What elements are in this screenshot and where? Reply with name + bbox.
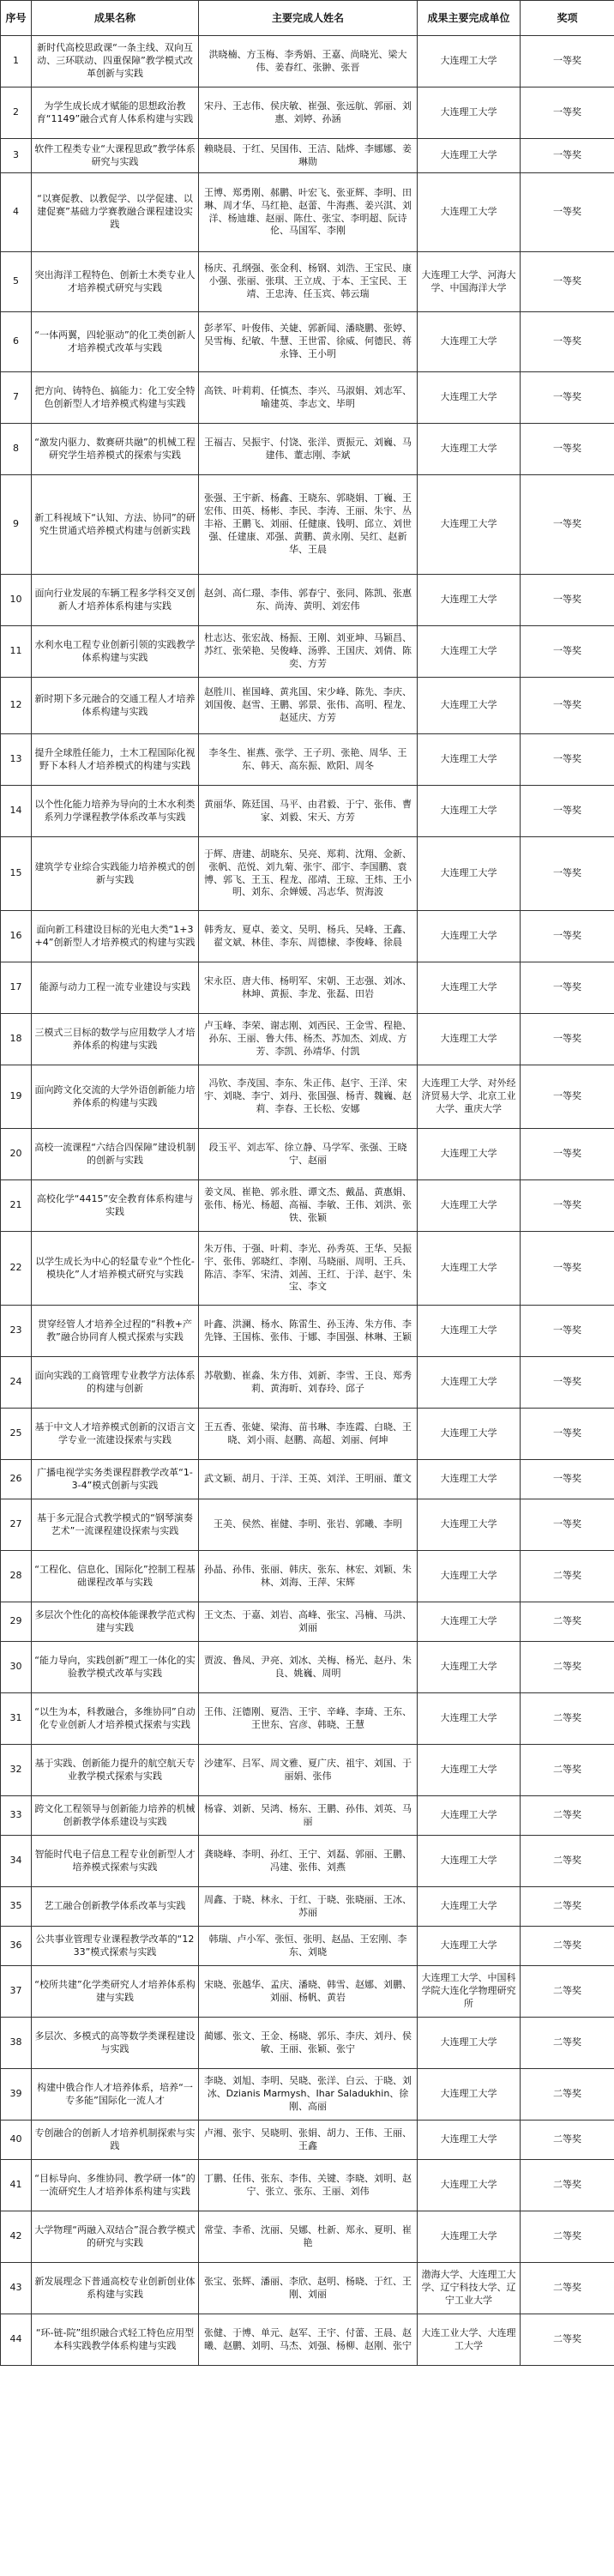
cell-achievement-name: 提升全球胜任能力，土木工程国际化视野下本科人才培养模式的构建与实践 bbox=[32, 734, 199, 786]
cell-contributors: 宋永臣、唐大伟、杨明军、宋朝、王志强、刘冰、林坤、黄振、李龙、张磊、田岩 bbox=[199, 962, 418, 1014]
cell-award: 二等奖 bbox=[521, 1642, 614, 1693]
cell-contributors: 王文杰、于嘉、刘岩、高峰、张宝、冯楠、马洪、刘丽 bbox=[199, 1602, 418, 1642]
cell-contributors: 苏敬勤、崔淼、朱方伟、刘新、李雪、王良、郑秀莉、黄海昕、刘春玲、邱子 bbox=[199, 1357, 418, 1409]
cell-award: 一等奖 bbox=[521, 962, 614, 1014]
cell-unit: 大连理工大学 bbox=[418, 1129, 521, 1180]
table-row bbox=[1, 1927, 614, 1966]
cell-index: 12 bbox=[1, 678, 32, 734]
cell-award: 二等奖 bbox=[521, 2211, 614, 2263]
cell-achievement-name: 智能时代电子信息工程专业创新型人才培养模式探索与实践 bbox=[32, 1836, 199, 1887]
cell-achievement-name: 为学生成长成才赋能的思想政治教育“1149”融合式育人体系构建与实践 bbox=[32, 87, 199, 139]
cell-unit: 大连理工大学 bbox=[418, 962, 521, 1014]
table-row bbox=[1, 786, 614, 837]
cell-contributors: 丁鹏、任伟、张东、李伟、关键、李晓、刘明、赵宁、张立、张东、王丽、刘伟 bbox=[199, 2160, 418, 2211]
cell-achievement-name: “以赛促教、以教促学、以学促建、以建促赛”基础力学赛教融合课程建设实践 bbox=[32, 173, 199, 252]
cell-award: 二等奖 bbox=[521, 1966, 614, 2018]
cell-achievement-name: “校所共建”化学类研究人才培养体系构建与实践 bbox=[32, 1966, 199, 2018]
header-achievement-name: 成果名称 bbox=[32, 1, 199, 36]
cell-index: 20 bbox=[1, 1129, 32, 1180]
table-row bbox=[1, 1642, 614, 1693]
cell-contributors: 孙晶、孙伟、张丽、韩庆、张东、林宏、刘颖、朱林、刘海、王萍、宋辉 bbox=[199, 1551, 418, 1602]
cell-contributors: 张健、于博、单元、赵军、王宇、付蕾、王晨、赵曦、赵鹏、刘明、马杰、刘强、杨柳、赵刚、张宁 bbox=[199, 2314, 418, 2366]
cell-unit: 大连理工大学 bbox=[418, 1306, 521, 1357]
cell-achievement-name: 水利水电工程专业创新引领的实践教学体系构建与实践 bbox=[32, 626, 199, 678]
cell-unit: 大连理工大学、对外经济贸易大学、北京工业大学、重庆大学 bbox=[418, 1065, 521, 1129]
cell-award: 一等奖 bbox=[521, 911, 614, 962]
table-row bbox=[1, 1409, 614, 1460]
cell-award: 二等奖 bbox=[521, 2263, 614, 2314]
table-row bbox=[1, 36, 614, 87]
cell-index: 24 bbox=[1, 1357, 32, 1409]
cell-award: 一等奖 bbox=[521, 1129, 614, 1180]
cell-award: 一等奖 bbox=[521, 1409, 614, 1460]
cell-unit: 渤海大学、大连理工大学、辽宁科技大学、辽宁工业大学 bbox=[418, 2263, 521, 2314]
table-row bbox=[1, 1693, 614, 1745]
cell-award: 一等奖 bbox=[521, 475, 614, 575]
cell-achievement-name: “能力导向，实践创新”理工一体化的实验教学模式改革与实践 bbox=[32, 1642, 199, 1693]
cell-index: 38 bbox=[1, 2018, 32, 2069]
cell-index: 22 bbox=[1, 1232, 32, 1306]
cell-contributors: 宋丹、王志伟、侯庆敏、崔强、张远航、郭丽、刘惠、刘婷、孙涵 bbox=[199, 87, 418, 139]
cell-unit: 大连理工大学 bbox=[418, 2018, 521, 2069]
cell-index: 23 bbox=[1, 1306, 32, 1357]
cell-index: 9 bbox=[1, 475, 32, 575]
cell-unit: 大连理工大学 bbox=[418, 2160, 521, 2211]
cell-unit: 大连理工大学 bbox=[418, 1180, 521, 1232]
table-row bbox=[1, 837, 614, 911]
cell-achievement-name: “激发内驱力、数赛研共融”的机械工程研究学生培养模式的探索与实践 bbox=[32, 424, 199, 475]
cell-achievement-name: 能源与动力工程一流专业建设与实践 bbox=[32, 962, 199, 1014]
cell-achievement-name: “一体两翼，四轮驱动”的化工类创新人才培养模式改革与实践 bbox=[32, 312, 199, 372]
table-row bbox=[1, 678, 614, 734]
cell-index: 34 bbox=[1, 1836, 32, 1887]
cell-index: 8 bbox=[1, 424, 32, 475]
cell-unit: 大连理工大学 bbox=[418, 575, 521, 626]
cell-contributors: 冯钦、李茂国、李东、朱正伟、赵宇、王洋、宋宇、刘晓、李宁、刘丹、张国强、杨青、魏巍、赵莉、李春、王长松、安娜 bbox=[199, 1065, 418, 1129]
cell-achievement-name: 以学生成长为中心的轻量专业“个性化-模块化”人才培养模式研究与实践 bbox=[32, 1232, 199, 1306]
cell-contributors: 韩秀友、夏卓、姜文、吴明、杨兵、吴峰、王鑫、翟文斌、林佳、李东、周德棣、李俊峰、徐晨 bbox=[199, 911, 418, 962]
cell-index: 5 bbox=[1, 252, 32, 312]
cell-award: 二等奖 bbox=[521, 1927, 614, 1966]
cell-index: 6 bbox=[1, 312, 32, 372]
cell-unit: 大连理工大学 bbox=[418, 1551, 521, 1602]
cell-index: 32 bbox=[1, 1745, 32, 1796]
cell-contributors: 常莹、李希、沈丽、吴娜、杜新、郑永、夏明、崔艳 bbox=[199, 2211, 418, 2263]
cell-index: 4 bbox=[1, 173, 32, 252]
cell-unit: 大连理工大学 bbox=[418, 2211, 521, 2263]
cell-index: 15 bbox=[1, 837, 32, 911]
cell-contributors: 张宝、张辉、潘丽、李欣、赵明、杨晓、于红、王刚、刘丽 bbox=[199, 2263, 418, 2314]
cell-index: 14 bbox=[1, 786, 32, 837]
cell-achievement-name: “目标导向、多维协同、教学研一体”的一流研究生人才培养体系构建与实践 bbox=[32, 2160, 199, 2211]
table-row bbox=[1, 1232, 614, 1306]
cell-unit: 大连理工大学 bbox=[418, 1014, 521, 1065]
cell-award: 二等奖 bbox=[521, 2121, 614, 2160]
cell-achievement-name: 艺工融合创新教学体系改革与实践 bbox=[32, 1887, 199, 1927]
cell-unit: 大连理工大学 bbox=[418, 1460, 521, 1499]
cell-contributors: 王博、郑勇刚、郝鹏、叶宏飞、张亚辉、李明、田琳、周才华、马红艳、赵蕾、牛海燕、姜兴淇、刘洋、杨迪雄、赵丽、陈仕、张宝、李明超、阮诗伦、马国军、李刚 bbox=[199, 173, 418, 252]
cell-award: 二等奖 bbox=[521, 1602, 614, 1642]
cell-contributors: 卢湘、张宇、吴晓明、张娟、胡力、王伟、王丽、王鑫 bbox=[199, 2121, 418, 2160]
cell-unit: 大连理工大学 bbox=[418, 87, 521, 139]
cell-award: 一等奖 bbox=[521, 87, 614, 139]
cell-contributors: 李冬生、崔燕、张学、王子玥、张艳、周华、王东、韩天、高东振、欧阳、周冬 bbox=[199, 734, 418, 786]
cell-achievement-name: “以生为本，科教融合，多维协同”自动化专业创新人才培养模式探索与实践 bbox=[32, 1693, 199, 1745]
cell-index: 11 bbox=[1, 626, 32, 678]
cell-award: 二等奖 bbox=[521, 2160, 614, 2211]
table-row bbox=[1, 1887, 614, 1927]
cell-contributors: 杜志达、张宏战、杨振、王刚、刘亚坤、马颖昌、苏红、张荣艳、吴俊峰、汤骅、王国庆、刘倩、陈奕、方芳 bbox=[199, 626, 418, 678]
cell-index: 28 bbox=[1, 1551, 32, 1602]
cell-unit: 大连理工大学 bbox=[418, 1836, 521, 1887]
cell-index: 44 bbox=[1, 2314, 32, 2366]
cell-unit: 大连理工大学 bbox=[418, 2121, 521, 2160]
cell-achievement-name: 把方向、铸特色、搞能力：化工安全特色创新型人才培养模式构建与实践 bbox=[32, 372, 199, 424]
cell-contributors: 王美、侯然、崔健、李明、张岩、郭曦、李明 bbox=[199, 1499, 418, 1551]
cell-contributors: 朱万伟、于强、叶莉、李光、孙秀英、王华、吴振宇、张伟、郭晓红、李刚、马晓丽、周明、王兵、陈洁、李军、宋清、刘茜、王红、于洋、赵宇、朱宝、李文 bbox=[199, 1232, 418, 1306]
cell-unit: 大连理工大学 bbox=[418, 837, 521, 911]
table-row bbox=[1, 2314, 614, 2366]
cell-unit: 大连理工大学 bbox=[418, 1232, 521, 1306]
table-row bbox=[1, 139, 614, 173]
table-row bbox=[1, 1306, 614, 1357]
cell-achievement-name: 面向实践的工商管理专业教学方法体系的构建与创新 bbox=[32, 1357, 199, 1409]
cell-achievement-name: 高校化学“4415”安全教育体系构建与实践 bbox=[32, 1180, 199, 1232]
cell-achievement-name: 多层次、多模式的高等数学类课程建设与实践 bbox=[32, 2018, 199, 2069]
cell-achievement-name: 三模式三目标的数学与应用数学人才培养体系的构建与实践 bbox=[32, 1014, 199, 1065]
cell-unit: 大连理工大学 bbox=[418, 1927, 521, 1966]
table-row bbox=[1, 252, 614, 312]
table-row bbox=[1, 372, 614, 424]
cell-achievement-name: 突出海洋工程特色、创新土木类专业人才培养模式研究与实践 bbox=[32, 252, 199, 312]
cell-contributors: 段玉平、刘志军、徐立静、马学军、张强、王晓宁、赵丽 bbox=[199, 1129, 418, 1180]
cell-achievement-name: 跨文化工程领导与创新能力培养的机械创新教学体系建设与实践 bbox=[32, 1796, 199, 1836]
table-row bbox=[1, 173, 614, 252]
cell-contributors: 王福吉、吴振宇、付饶、张洋、贾振元、刘巍、马建伟、董志刚、李斌 bbox=[199, 424, 418, 475]
cell-unit: 大连理工大学、河海大学、中国海洋大学 bbox=[418, 252, 521, 312]
cell-achievement-name: 基于实践、创新能力提升的航空航天专业教学模式探索与实践 bbox=[32, 1745, 199, 1796]
table-row bbox=[1, 475, 614, 575]
table-row bbox=[1, 1836, 614, 1887]
cell-award: 一等奖 bbox=[521, 1499, 614, 1551]
cell-index: 2 bbox=[1, 87, 32, 139]
table-row bbox=[1, 626, 614, 678]
table-row bbox=[1, 87, 614, 139]
cell-index: 43 bbox=[1, 2263, 32, 2314]
table-row bbox=[1, 1129, 614, 1180]
cell-index: 19 bbox=[1, 1065, 32, 1129]
table-row bbox=[1, 1796, 614, 1836]
cell-contributors: 宋晓、张越华、孟庆、潘晓、韩雪、赵娜、刘鹏、刘丽、杨帆、黄岩 bbox=[199, 1966, 418, 2018]
cell-index: 30 bbox=[1, 1642, 32, 1693]
cell-contributors: 武文颖、胡月、于洋、王英、刘洋、王明丽、董文 bbox=[199, 1460, 418, 1499]
cell-unit: 大连理工大学 bbox=[418, 1602, 521, 1642]
table-row bbox=[1, 2211, 614, 2263]
cell-contributors: 赵剑、高仁璟、李伟、郭春宁、张同、陈凯、张惠东、尚涛、黄明、刘宏伟 bbox=[199, 575, 418, 626]
cell-award: 一等奖 bbox=[521, 139, 614, 173]
cell-award: 二等奖 bbox=[521, 1745, 614, 1796]
cell-achievement-name: “工程化、信息化、国际化”控制工程基础课程改革与实践 bbox=[32, 1551, 199, 1602]
cell-achievement-name: 软件工程类专业“大课程思政”教学体系研究与实践 bbox=[32, 139, 199, 173]
cell-contributors: 赖晓晨、于红、吴国伟、王洁、陆烨、李娜娜、姜琳勋 bbox=[199, 139, 418, 173]
cell-unit: 大连工业大学、大连理工大学 bbox=[418, 2314, 521, 2366]
cell-award: 一等奖 bbox=[521, 252, 614, 312]
header-award: 奖项 bbox=[521, 1, 614, 36]
cell-achievement-name: 广播电视学实务类课程群教学改革“1-3-4”模式创新与实践 bbox=[32, 1460, 199, 1499]
table-row bbox=[1, 1065, 614, 1129]
cell-achievement-name: 构建中俄合作人才培养体系，培养“一专多能”国际化一流人才 bbox=[32, 2069, 199, 2121]
cell-index: 3 bbox=[1, 139, 32, 173]
cell-index: 41 bbox=[1, 2160, 32, 2211]
cell-award: 一等奖 bbox=[521, 372, 614, 424]
cell-index: 13 bbox=[1, 734, 32, 786]
table-row bbox=[1, 2263, 614, 2314]
cell-achievement-name: 面向跨文化交流的大学外语创新能力培养体系的构建与实践 bbox=[32, 1065, 199, 1129]
cell-unit: 大连理工大学 bbox=[418, 475, 521, 575]
cell-contributors: 叶鑫、洪澜、杨水、陈雷生、孙玉涛、朱方伟、李先锋、王国栋、张伟、于娜、李国强、林琳、王颖 bbox=[199, 1306, 418, 1357]
cell-unit: 大连理工大学 bbox=[418, 312, 521, 372]
cell-achievement-name: 新工科视域下“认知、方法、协同”的研究生贯通式培养模式构建与创新实践 bbox=[32, 475, 199, 575]
cell-index: 18 bbox=[1, 1014, 32, 1065]
cell-award: 一等奖 bbox=[521, 36, 614, 87]
cell-index: 17 bbox=[1, 962, 32, 1014]
cell-achievement-name: 公共事业管理专业课程教学改革的“1233”模式探索与实践 bbox=[32, 1927, 199, 1966]
cell-unit: 大连理工大学 bbox=[418, 786, 521, 837]
table-row bbox=[1, 1499, 614, 1551]
cell-index: 27 bbox=[1, 1499, 32, 1551]
cell-unit: 大连理工大学 bbox=[418, 626, 521, 678]
cell-achievement-name: 面向行业发展的车辆工程多学科交叉创新人才培养体系构建与实践 bbox=[32, 575, 199, 626]
cell-index: 39 bbox=[1, 2069, 32, 2121]
cell-index: 7 bbox=[1, 372, 32, 424]
cell-contributors: 王伟、汪德刚、夏浩、王宇、辛峰、李琦、王东、王世东、宫彦、韩晓、王慧 bbox=[199, 1693, 418, 1745]
cell-contributors: 姜文凤、崔艳、郭永胜、谭文杰、戴晶、黄惠娟、张伟、杨光、杨超、高福、李敏、王伟、刘洪、张铁、张颖 bbox=[199, 1180, 418, 1232]
cell-unit: 大连理工大学 bbox=[418, 1357, 521, 1409]
cell-index: 42 bbox=[1, 2211, 32, 2263]
cell-achievement-name: “环-链-院”组织融合式轻工特色应用型本科实践教学体系构建与实践 bbox=[32, 2314, 199, 2366]
cell-award: 二等奖 bbox=[521, 1796, 614, 1836]
cell-unit: 大连理工大学 bbox=[418, 911, 521, 962]
cell-award: 一等奖 bbox=[521, 786, 614, 837]
table-row bbox=[1, 962, 614, 1014]
cell-achievement-name: 大学物理“两融入双结合”混合教学模式的研究与实践 bbox=[32, 2211, 199, 2263]
cell-index: 35 bbox=[1, 1887, 32, 1927]
cell-award: 一等奖 bbox=[521, 1306, 614, 1357]
cell-award: 二等奖 bbox=[521, 1551, 614, 1602]
cell-contributors: 卢玉峰、李荣、谢志刚、刘西民、王金雪、程艳、孙东、王丽、鲁大伟、杨杰、苏加杰、刘成、方芳、李凯、孙靖华、付凯 bbox=[199, 1014, 418, 1065]
cell-achievement-name: 专创融合的创新人才培养机制探索与实践 bbox=[32, 2121, 199, 2160]
cell-achievement-name: 建筑学专业综合实践能力培养模式的创新与实践 bbox=[32, 837, 199, 911]
cell-contributors: 杨睿、刘新、吴鸿、杨东、王鹏、孙伟、刘英、马丽 bbox=[199, 1796, 418, 1836]
cell-contributors: 沙建军、吕军、周文雅、夏广庆、祖宇、刘国、于丽娟、张伟 bbox=[199, 1745, 418, 1796]
cell-index: 10 bbox=[1, 575, 32, 626]
table-row bbox=[1, 1602, 614, 1642]
cell-unit: 大连理工大学 bbox=[418, 1409, 521, 1460]
cell-award: 一等奖 bbox=[521, 1232, 614, 1306]
cell-unit: 大连理工大学 bbox=[418, 173, 521, 252]
cell-index: 26 bbox=[1, 1460, 32, 1499]
table-row bbox=[1, 1745, 614, 1796]
table-row bbox=[1, 1180, 614, 1232]
cell-unit: 大连理工大学 bbox=[418, 1796, 521, 1836]
table-row bbox=[1, 1460, 614, 1499]
cell-index: 31 bbox=[1, 1693, 32, 1745]
cell-unit: 大连理工大学 bbox=[418, 424, 521, 475]
cell-award: 一等奖 bbox=[521, 173, 614, 252]
table-header-row bbox=[1, 1, 614, 36]
table-row bbox=[1, 424, 614, 475]
cell-contributors: 韩瑞、卢小军、张恒、张明、赵晶、王宏刚、李东、刘晓 bbox=[199, 1927, 418, 1966]
cell-achievement-name: 面向新工科建设目标的光电大类“1+3+4”创新型人才培养模式的构建与实践 bbox=[32, 911, 199, 962]
cell-index: 33 bbox=[1, 1796, 32, 1836]
cell-index: 16 bbox=[1, 911, 32, 962]
table-row bbox=[1, 1357, 614, 1409]
cell-award: 二等奖 bbox=[521, 2018, 614, 2069]
cell-unit: 大连理工大学 bbox=[418, 139, 521, 173]
cell-contributors: 周鑫、于晓、林永、于红、于晓、张晓丽、王冰、苏丽 bbox=[199, 1887, 418, 1927]
cell-achievement-name: 高校一流课程“六结合四保障”建设机制的创新与实践 bbox=[32, 1129, 199, 1180]
table-row bbox=[1, 2018, 614, 2069]
cell-award: 二等奖 bbox=[521, 2314, 614, 2366]
cell-achievement-name: 多层次个性化的高校体能课教学范式构建与实践 bbox=[32, 1602, 199, 1642]
cell-award: 一等奖 bbox=[521, 837, 614, 911]
cell-index: 29 bbox=[1, 1602, 32, 1642]
cell-unit: 大连理工大学 bbox=[418, 1642, 521, 1693]
cell-contributors: 洪晓楠、方玉梅、李秀娟、王嘉、尚晓光、梁大伟、姜春红、张翀、张晋 bbox=[199, 36, 418, 87]
cell-unit: 大连理工大学 bbox=[418, 678, 521, 734]
cell-unit: 大连理工大学、中国科学院大连化学物理研究所 bbox=[418, 1966, 521, 2018]
cell-contributors: 龚晓峰、李明、孙红、王宁、刘磊、郭丽、王鹏、冯建、张伟、刘燕 bbox=[199, 1836, 418, 1887]
cell-contributors: 于辉、唐建、胡晓东、吴亮、郑莉、沈翔、金新、张帆、范悦、刘九菊、张宇、邵宇、李国鹏、袁博、郭飞、王玉、程龙、邵靖、王琼、王炜、王小明、刘东、余婵媛、冯志华、贺海波 bbox=[199, 837, 418, 911]
cell-unit: 大连理工大学 bbox=[418, 1693, 521, 1745]
cell-award: 二等奖 bbox=[521, 1693, 614, 1745]
cell-award: 一等奖 bbox=[521, 312, 614, 372]
cell-index: 1 bbox=[1, 36, 32, 87]
cell-award: 一等奖 bbox=[521, 626, 614, 678]
cell-contributors: 张强、王宇新、杨鑫、王晓东、郭晓娟、丁巍、王宏伟、田英、杨彬、李民、李涛、王丽、朱宇、丛丰裕、王鹏飞、刘丽、任健康、钱明、邱立、刘世强、任建康、邓强、黄鹏、黄永刚、吴红、赵新华、王晨 bbox=[199, 475, 418, 575]
cell-award: 二等奖 bbox=[521, 2069, 614, 2121]
cell-achievement-name: 基于中文人才培养模式创新的汉语言文学专业一流建设探索与实践 bbox=[32, 1409, 199, 1460]
header-main-unit: 成果主要完成单位 bbox=[418, 1, 521, 36]
cell-achievement-name: 贯穿经管人才培养全过程的“科教+产教”融合协同育人模式探索与实践 bbox=[32, 1306, 199, 1357]
table-row bbox=[1, 734, 614, 786]
cell-award: 一等奖 bbox=[521, 1180, 614, 1232]
cell-index: 25 bbox=[1, 1409, 32, 1460]
cell-award: 二等奖 bbox=[521, 1836, 614, 1887]
table-row bbox=[1, 1014, 614, 1065]
cell-contributors: 蔺娜、张文、王金、杨晓、郭乐、李庆、刘丹、侯敏、王丽、张颖、张宁 bbox=[199, 2018, 418, 2069]
cell-contributors: 彭孝军、叶俊伟、关婕、郭新闻、潘晓鹏、张婷、吴雪梅、纪敏、牛慧、王世雷、徐威、何德民、蒋永锋、王小明 bbox=[199, 312, 418, 372]
cell-achievement-name: 新时期下多元融合的交通工程人才培养体系构建与实践 bbox=[32, 678, 199, 734]
table-row bbox=[1, 911, 614, 962]
cell-unit: 大连理工大学 bbox=[418, 36, 521, 87]
cell-unit: 大连理工大学 bbox=[418, 1745, 521, 1796]
cell-achievement-name: 新时代高校思政课“一条主线、双向互动、三环联动、四重保障”教学模式改革创新与实践 bbox=[32, 36, 199, 87]
cell-contributors: 杨庆、孔纲强、张金利、杨钢、刘浩、王宝民、康小强、张丽、张琪、王立成、于本、王宝民、王靖、王忠涛、任玉宾、韩云瑞 bbox=[199, 252, 418, 312]
cell-award: 一等奖 bbox=[521, 424, 614, 475]
cell-unit: 大连理工大学 bbox=[418, 372, 521, 424]
cell-achievement-name: 基于多元混合式教学模式的“钢琴演奏艺术”一流课程建设探索与实践 bbox=[32, 1499, 199, 1551]
table-row bbox=[1, 2069, 614, 2121]
cell-unit: 大连理工大学 bbox=[418, 1887, 521, 1927]
cell-index: 37 bbox=[1, 1966, 32, 2018]
cell-achievement-name: 新发展理念下普通高校专业创新创业体系构建与实践 bbox=[32, 2263, 199, 2314]
cell-contributors: 王五香、张婕、梁海、苗书琳、李连霞、白晓、王晓、刘小雨、赵鹏、高超、刘丽、何坤 bbox=[199, 1409, 418, 1460]
header-main-contributors: 主要完成人姓名 bbox=[199, 1, 418, 36]
cell-award: 二等奖 bbox=[521, 1887, 614, 1927]
table-body bbox=[1, 36, 614, 2366]
header-index: 序号 bbox=[1, 1, 32, 36]
cell-award: 一等奖 bbox=[521, 734, 614, 786]
cell-award: 一等奖 bbox=[521, 1065, 614, 1129]
cell-award: 一等奖 bbox=[521, 575, 614, 626]
table-row bbox=[1, 1551, 614, 1602]
cell-award: 一等奖 bbox=[521, 1357, 614, 1409]
cell-unit: 大连理工大学 bbox=[418, 734, 521, 786]
cell-contributors: 赵胜川、崔国峰、黄兆国、宋少峰、陈先、李庆、刘国俊、赵雪、王鹏、郭景、张伟、高明、程龙、赵延庆、方芳 bbox=[199, 678, 418, 734]
cell-index: 40 bbox=[1, 2121, 32, 2160]
cell-contributors: 高铁、叶莉莉、任慎杰、李兴、马淑娟、刘志军、喻建英、李志文、毕明 bbox=[199, 372, 418, 424]
cell-contributors: 贾波、鲁凤、尹亮、刘冰、关梅、杨光、赵丹、朱良、姚巍、周明 bbox=[199, 1642, 418, 1693]
cell-index: 36 bbox=[1, 1927, 32, 1966]
cell-award: 一等奖 bbox=[521, 678, 614, 734]
table-row bbox=[1, 312, 614, 372]
cell-unit: 大连理工大学 bbox=[418, 2069, 521, 2121]
cell-contributors: 李晓、刘旭、李明、吴晓、张洋、白云、于晓、刘冰、Dzianis Marmysh、Ihar Saladukhin、徐刚、高丽 bbox=[199, 2069, 418, 2121]
table-row bbox=[1, 2160, 614, 2211]
table-row bbox=[1, 575, 614, 626]
cell-award: 一等奖 bbox=[521, 1014, 614, 1065]
cell-unit: 大连理工大学 bbox=[418, 1499, 521, 1551]
cell-contributors: 黄丽华、陈廷国、马平、由君毅、于宁、张伟、曹家、刘毅、宋天、方芳 bbox=[199, 786, 418, 837]
cell-index: 21 bbox=[1, 1180, 32, 1232]
cell-award: 一等奖 bbox=[521, 1460, 614, 1499]
table-row bbox=[1, 2121, 614, 2160]
cell-achievement-name: 以个性化能力培养为导向的土木水利类系列力学课程教学体系改革与实践 bbox=[32, 786, 199, 837]
table-row bbox=[1, 1966, 614, 2018]
